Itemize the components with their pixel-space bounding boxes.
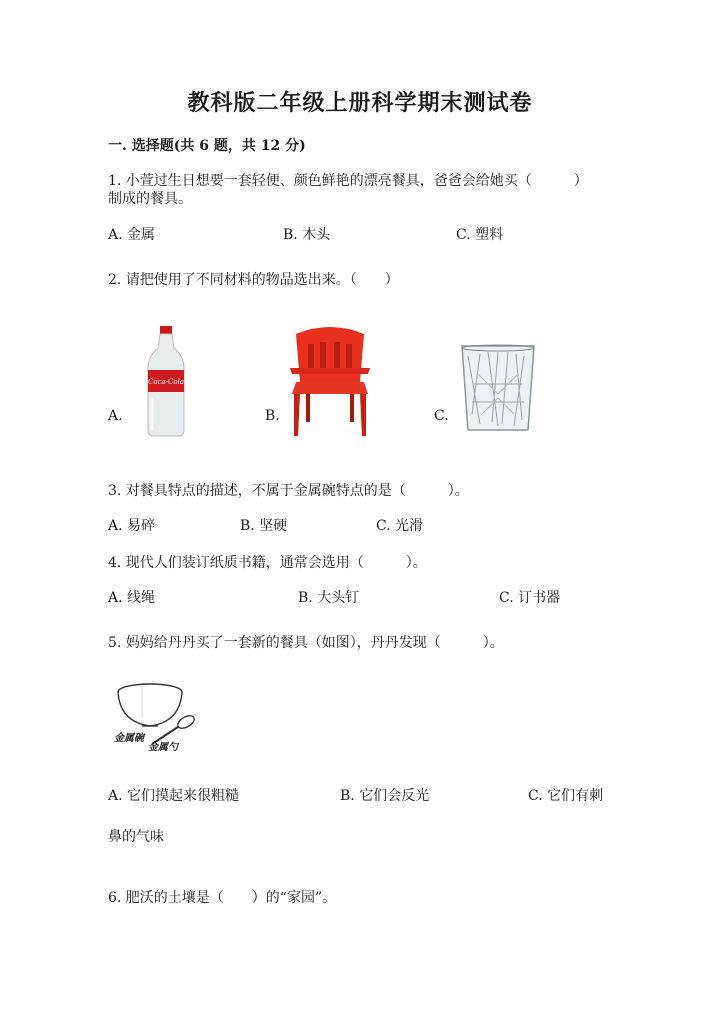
- question-5-text: 5. 妈妈给丹丹买了一套新的餐具（如图），丹丹发现（ ）。: [108, 635, 504, 651]
- question-3-option-a[interactable]: A. 易碎: [108, 518, 156, 534]
- red-chair-image: [288, 324, 372, 438]
- question-3-option-b[interactable]: B. 坚硬: [240, 518, 288, 534]
- question-1-option-c[interactable]: C. 塑料: [456, 227, 504, 243]
- page-title: 教科版二年级上册科学期末测试卷: [187, 90, 533, 116]
- question-3-text: 3. 对餐具特点的描述，不属于金属碗特点的是（ ）。: [108, 483, 469, 499]
- spoon-label: 金属勺: [148, 742, 178, 753]
- cola-bottle-image: [138, 326, 194, 438]
- question-1-line-2: 制成的餐具。: [108, 191, 192, 207]
- question-4-option-c[interactable]: C. 订书器: [499, 590, 561, 606]
- question-5-option-b[interactable]: B. 它们会反光: [340, 788, 430, 804]
- question-5-option-c[interactable]: C. 它们有刺: [528, 788, 604, 804]
- question-1-option-a[interactable]: A. 金属: [108, 227, 156, 243]
- question-4-text: 4. 现代人们装订纸质书籍，通常会选用（ ）。: [108, 555, 427, 571]
- question-3-option-c[interactable]: C. 光滑: [376, 518, 424, 534]
- bottle-label-text: Coca-Cola: [147, 378, 185, 386]
- question-5-option-a[interactable]: A. 它们摸起来很粗糙: [108, 788, 240, 804]
- question-1-line-1: 1. 小萱过生日想要一套轻便、颜色鲜艳的漂亮餐具，爸爸会给她买（ ）: [108, 173, 588, 189]
- question-2-option-c[interactable]: C.: [434, 408, 449, 424]
- question-4-option-a[interactable]: A. 线绳: [108, 590, 156, 606]
- crystal-glass-image: [458, 344, 538, 434]
- question-1-option-b[interactable]: B. 木头: [283, 227, 331, 243]
- question-2-option-a[interactable]: A.: [108, 408, 123, 424]
- question-6-text: 6. 肥沃的土壤是（ ）的“家园”。: [108, 890, 337, 906]
- question-2-text: 2. 请把使用了不同材料的物品选出来。（ ）: [108, 272, 399, 288]
- question-2-option-b[interactable]: B.: [265, 408, 280, 424]
- section-heading: 一. 选择题(共 6 题，共 12 分): [108, 138, 306, 154]
- question-5-option-c-continuation: 鼻的气味: [108, 829, 164, 845]
- question-4-option-b[interactable]: B. 大头钉: [298, 590, 360, 606]
- bowl-label: 金属碗: [114, 733, 144, 744]
